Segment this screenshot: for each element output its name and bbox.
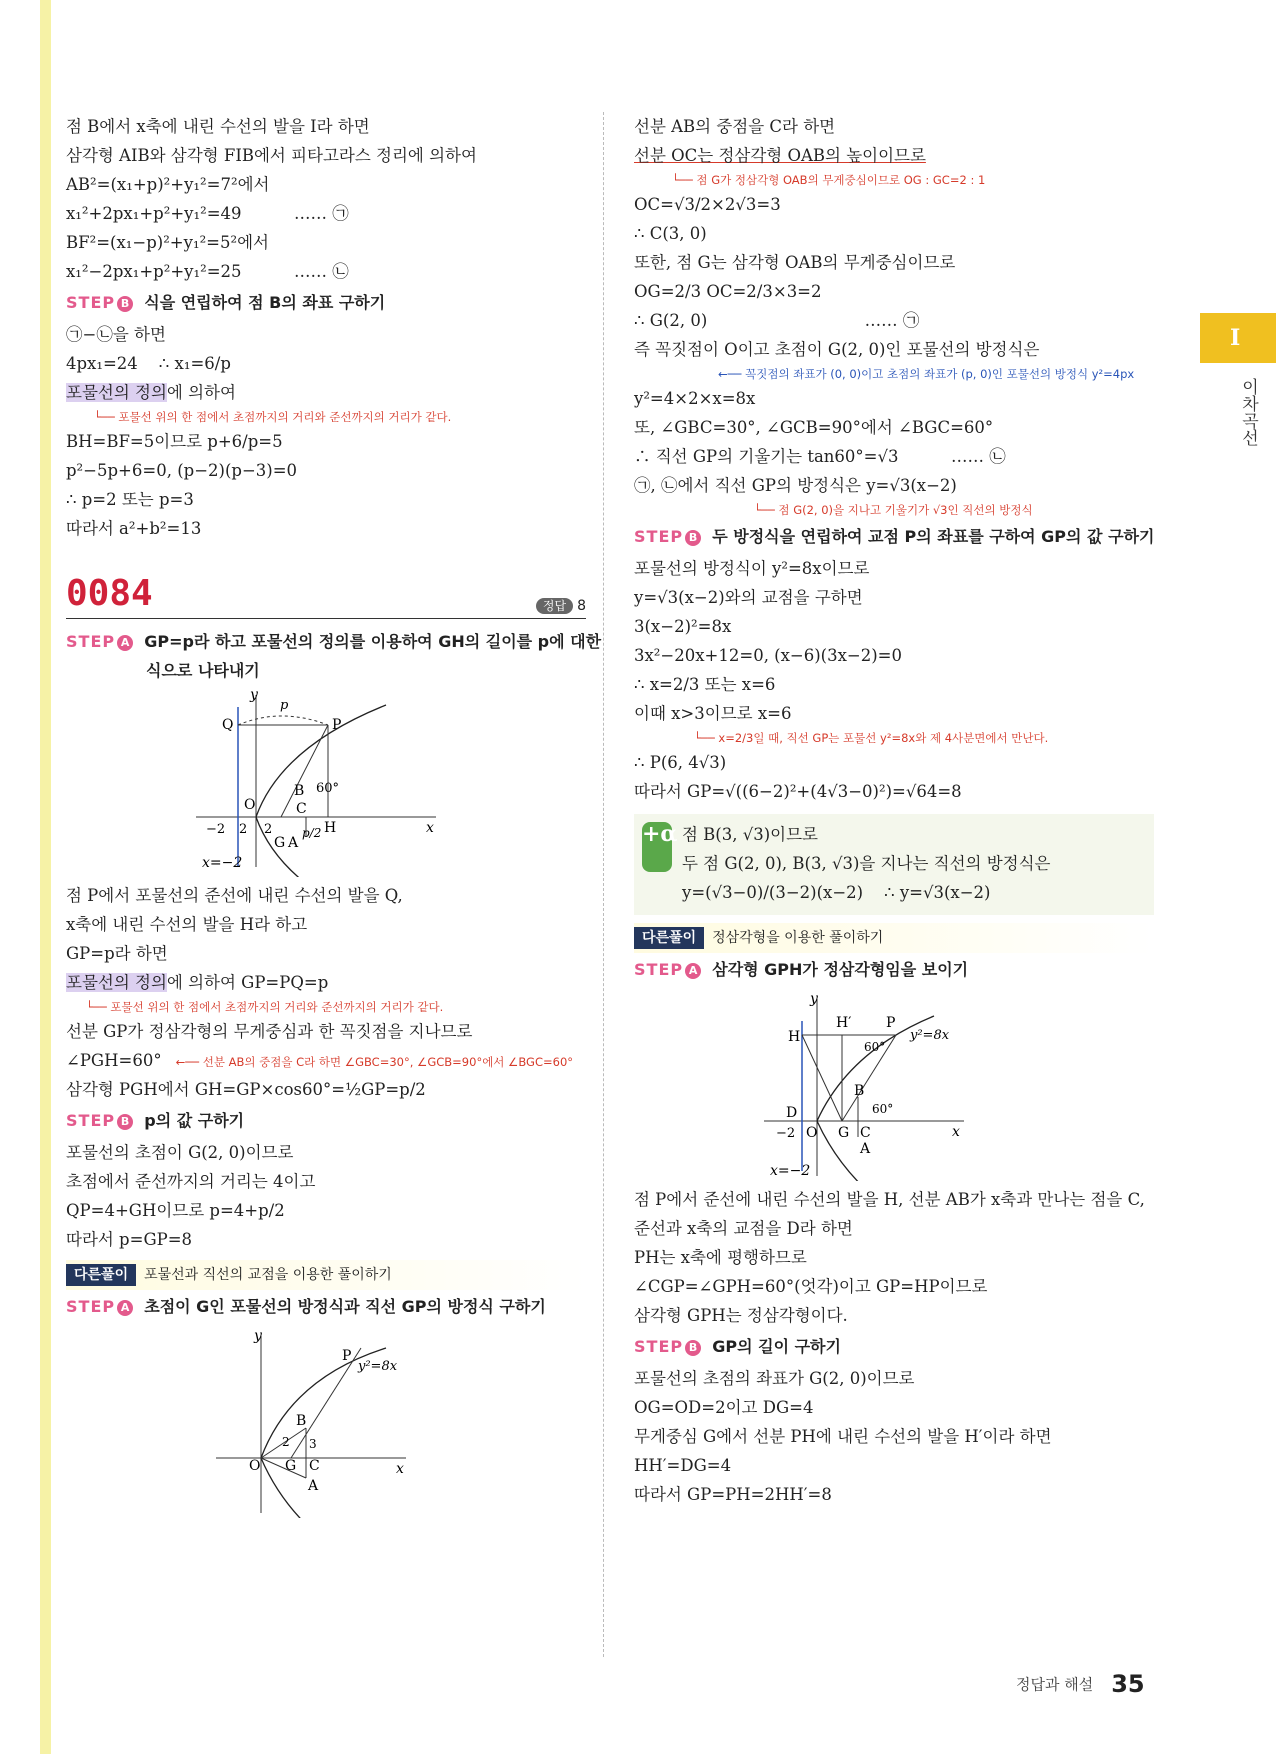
length-label: 3 <box>309 1437 317 1451</box>
alt-text: 정삼각형을 이용한 풀이하기 <box>712 930 884 946</box>
point-label-p: P <box>886 1015 896 1031</box>
step-title: 식을 연립하여 점 B의 좌표 구하기 <box>144 293 386 312</box>
plus-alpha-box <box>634 814 1154 915</box>
point-label-g: G <box>274 835 286 851</box>
text-span: 에 의하여 <box>166 383 236 402</box>
text-line: 즉 꼭짓점이 O이고 초점이 G(2, 0)인 포물선의 방정식은 <box>634 340 1040 359</box>
point-label-d: D <box>786 1105 798 1121</box>
point-label-p: P <box>332 717 342 733</box>
annotation-note: └── 점 G가 정삼각형 OAB의 무게중심이므로 OG : GC=2 : 1 <box>672 173 986 187</box>
step-title: GP=p라 하고 포물선의 정의를 이용하여 GH의 길이를 p에 대한 <box>144 632 602 651</box>
step-letter: A <box>117 635 133 651</box>
text-line: OC=√3/2×2√3=3 <box>634 195 781 214</box>
axis-label-x: x <box>426 820 434 836</box>
alt-text: 포물선과 직선의 교점을 이용한 풀이하기 <box>144 1267 392 1283</box>
diagram-parabola-2 <box>66 1328 586 1518</box>
directrix-label: x=−2 <box>770 1163 811 1179</box>
page-number: 35 <box>1111 1670 1145 1698</box>
text-line: ㉠−㉡을 하면 <box>66 325 166 344</box>
text-line: 점 P에서 포물선의 준선에 내린 수선의 발을 Q, <box>66 886 403 905</box>
angle-label: 60° <box>864 1040 886 1054</box>
diagram-parabola-3 <box>634 991 1154 1181</box>
point-label-g: G <box>285 1458 297 1474</box>
point-label-a: A <box>860 1141 871 1157</box>
step-heading <box>66 1290 586 1324</box>
tick-label: −2 <box>206 822 226 837</box>
axis-label-x: x <box>396 1461 404 1477</box>
step-letter: A <box>117 1300 133 1316</box>
step-heading <box>66 286 586 320</box>
text-line: 4px₁=24 ∴ x₁=6/p <box>66 354 231 373</box>
step-title-cont: 식으로 나타내기 <box>146 661 260 680</box>
tick-label: −2 <box>776 1126 796 1141</box>
step-letter: B <box>117 1114 133 1130</box>
text-line: x축에 내린 수선의 발을 H라 하고 <box>66 915 308 934</box>
text-span: ∠PGH=60° <box>66 1051 162 1070</box>
annotation-note: └── x=2/3일 때, 직선 GP는 포물선 y²=8x와 제 4사분면에서 만난다. <box>694 731 1049 745</box>
axis-label-y: y <box>810 991 818 1007</box>
text-line: HH′=DG=4 <box>634 1456 732 1475</box>
point-label-b: B <box>296 1413 307 1429</box>
text-span: 에 의하여 GP=PQ=p <box>166 973 329 992</box>
step-letter: B <box>685 1340 701 1356</box>
axis-label-x: x <box>952 1124 960 1140</box>
text-line: 선분 AB의 중점을 C라 하면 <box>634 117 836 136</box>
text-line: 포물선의 방정식이 y²=8x이므로 <box>634 559 870 578</box>
left-intro <box>66 112 586 286</box>
answer-badge: 정답 <box>536 598 573 614</box>
column-divider <box>603 112 604 1657</box>
text-line: ∴ G(2, 0) …… ㉠ <box>634 311 920 330</box>
tick-label: 2 <box>239 822 248 837</box>
chapter-title: 이차곡선 <box>1238 378 1258 446</box>
text-line: 따라서 GP=√((6−2)²+(4√3−0)²)=√64=8 <box>634 782 962 801</box>
axis-label-y: y <box>254 1328 262 1344</box>
text-line: 선분 GP가 정삼각형의 무게중심과 한 꼭짓점을 지나므로 <box>66 1022 473 1041</box>
angle-line <box>66 1046 586 1075</box>
step-heading <box>66 625 602 659</box>
text-line: 또, ∠GBC=30°, ∠GCB=90°에서 ∠BGC=60° <box>634 418 994 437</box>
text-line: 삼각형 GPH는 정삼각형이다. <box>634 1306 848 1325</box>
text-line: ∴ x=2/3 또는 x=6 <box>634 675 776 694</box>
plus-alpha-icon: +α <box>642 822 672 872</box>
step-letter: A <box>685 963 701 979</box>
step-title: GP의 길이 구하기 <box>712 1337 841 1356</box>
text-line: 점 B(3, √3)이므로 <box>682 825 818 844</box>
footer-label: 정답과 해설 <box>1016 1675 1094 1694</box>
annotation-note: └── 점 G(2, 0)을 지나고 기울기가 √3인 직선의 방정식 <box>754 503 1033 517</box>
point-label-a: A <box>288 835 299 851</box>
step-tag: STEP <box>66 1111 116 1130</box>
text-line: ∴ p=2 또는 p=3 <box>66 490 194 509</box>
text-line: 포물선의 초점의 좌표가 G(2, 0)이므로 <box>634 1369 915 1388</box>
text-line: 점 P에서 준선에 내린 수선의 발을 H, 선분 AB가 x축과 만나는 점을 C, <box>634 1190 1145 1209</box>
text-line: p²−5p+6=0, (p−2)(p−3)=0 <box>66 461 298 480</box>
step-letter: B <box>117 296 133 312</box>
tick-label: 2 <box>264 822 273 837</box>
problem-number: 0084 <box>66 573 153 614</box>
text-line: 두 점 G(2, 0), B(3, √3)을 지나는 직선의 방정식은 <box>682 854 1051 873</box>
text-line: ∠CGP=∠GPH=60°(엇각)이고 GP=HP이므로 <box>634 1277 988 1296</box>
step-heading <box>634 520 1154 554</box>
step-title: 두 방정식을 연립하여 교점 P의 좌표를 구하여 GP의 값 구하기 <box>712 527 1155 546</box>
text-line: 초점에서 준선까지의 거리는 4이고 <box>66 1172 316 1191</box>
point-label-hprime: H′ <box>836 1015 852 1031</box>
axis-label-y: y <box>250 687 258 703</box>
text-line: y²=4×2×x=8x <box>634 389 756 408</box>
length-label-p: p <box>280 698 289 713</box>
diagram-parabola-1 <box>66 687 586 877</box>
answer-value: 8 <box>577 598 586 614</box>
left-column <box>66 112 602 1522</box>
point-label-a: A <box>308 1478 319 1494</box>
point-label-c: C <box>309 1458 320 1474</box>
step-tag: STEP <box>66 293 116 312</box>
point-label-h: H <box>788 1029 801 1045</box>
point-label-o: O <box>244 797 256 813</box>
step-heading <box>634 1330 1154 1364</box>
text-line: 점 B에서 x축에 내린 수선의 발을 I라 하면 <box>66 117 370 136</box>
page-footer <box>1016 1670 1145 1698</box>
point-label-o: O <box>249 1458 261 1474</box>
text-line: ㉠, ㉡에서 직선 GP의 방정식은 y=√3(x−2) <box>634 476 957 495</box>
annotation-note: ←── 꼭짓점의 좌표가 (0, 0)이고 초점의 좌표가 (p, 0)인 포물선의 방정식 y²=4px <box>718 367 1135 381</box>
point-label-h: H <box>324 820 337 836</box>
chapter-tab <box>1200 313 1276 363</box>
text-line: OG=2/3 OC=2/3×3=2 <box>634 282 822 301</box>
annotation-note: ←── 선분 AB의 중점을 C라 하면 ∠GBC=30°, ∠GCB=90°에서 ∠BGC=60° <box>175 1055 574 1069</box>
text-line: 준선과 x축의 교점을 D라 하면 <box>634 1219 853 1238</box>
text-line: 따라서 p=GP=8 <box>66 1230 193 1249</box>
step-title: p의 값 구하기 <box>144 1111 245 1130</box>
step-tag: STEP <box>634 1337 684 1356</box>
length-label: 2 <box>282 1435 290 1449</box>
curve-equation: y²=8x <box>910 1028 950 1043</box>
point-label-q: Q <box>222 717 234 733</box>
tick-label: p/2 <box>302 826 322 840</box>
highlight-term: 포물선의 정의 <box>66 383 167 402</box>
chapter-number: I <box>1230 325 1241 351</box>
text-line: ∴ C(3, 0) <box>634 224 707 243</box>
text-line: OG=OD=2이고 DG=4 <box>634 1398 814 1417</box>
step-tag: STEP <box>66 1297 116 1316</box>
highlight-term: 포물선의 정의 <box>66 973 167 992</box>
text-line: BF²=(x₁−p)²+y₁²=5²에서 <box>66 233 270 252</box>
point-label-o: O <box>806 1125 818 1141</box>
alt-badge: 다른풀이 <box>66 1264 136 1286</box>
text-line: 3x²−20x+12=0, (x−6)(3x−2)=0 <box>634 646 903 665</box>
text-line: 3(x−2)²=8x <box>634 617 732 636</box>
step-heading <box>634 953 1154 987</box>
problem-header <box>66 573 586 619</box>
left-margin-bar <box>40 0 51 1754</box>
step-tag: STEP <box>634 527 684 546</box>
text-line: y=(√3−0)/(3−2)(x−2) ∴ y=√3(x−2) <box>682 883 991 902</box>
text-line: ∴ P(6, 4√3) <box>634 753 727 772</box>
text-line: 무게중심 G에서 선분 PH에 내린 수선의 발을 H′이라 하면 <box>634 1427 1052 1446</box>
angle-label: 60° <box>316 781 340 796</box>
step-letter: B <box>685 530 701 546</box>
curve-equation: y²=8x <box>358 1359 398 1374</box>
definition-line <box>66 378 586 407</box>
annotation-note: └── 포물선 위의 한 점에서 초점까지의 거리와 준선까지의 거리가 같다. <box>86 1000 444 1014</box>
definition-line <box>66 968 586 997</box>
right-column <box>634 112 1154 1509</box>
text-line: 삼각형 AIB와 삼각형 FIB에서 피타고라스 정리에 의하여 <box>66 146 477 165</box>
alt-badge: 다른풀이 <box>634 927 704 949</box>
alt-solution-header <box>66 1260 586 1290</box>
text-line: 따라서 GP=PH=2HH′=8 <box>634 1485 832 1504</box>
text-line: 따라서 a²+b²=13 <box>66 519 202 538</box>
text-line: 또한, 점 G는 삼각형 OAB의 무게중심이므로 <box>634 253 956 272</box>
point-label-b: B <box>854 1083 865 1099</box>
step-tag: STEP <box>66 632 116 651</box>
text-line: QP=4+GH이므로 p=4+p/2 <box>66 1201 285 1220</box>
text-line: x₁²−2px₁+p²+y₁²=25 …… ㉡ <box>66 262 349 281</box>
text-line: 선분 OC는 정삼각형 OAB의 높이이므로 <box>634 146 926 165</box>
step-tag: STEP <box>634 960 684 979</box>
text-line: 포물선의 초점이 G(2, 0)이므로 <box>66 1143 294 1162</box>
step-heading <box>66 1104 586 1138</box>
step-title: 초점이 G인 포물선의 방정식과 직선 GP의 방정식 구하기 <box>144 1297 546 1316</box>
point-label-c: C <box>860 1125 871 1141</box>
alt-solution-header <box>634 923 1154 953</box>
step-title: 삼각형 GPH가 정삼각형임을 보이기 <box>712 960 969 979</box>
annotation-note: └── 포물선 위의 한 점에서 초점까지의 거리와 준선까지의 거리가 같다. <box>94 410 452 424</box>
text-line: ∴ 직선 GP의 기울기는 tan60°=√3 …… ㉡ <box>634 447 1006 466</box>
point-label-p: P <box>342 1348 352 1364</box>
text-line: AB²=(x₁+p)²+y₁²=7²에서 <box>66 175 270 194</box>
point-label-c: C <box>296 801 307 817</box>
text-line: 삼각형 PGH에서 GH=GP×cos60°=½GP=p/2 <box>66 1080 426 1099</box>
text-line: 이때 x>3이므로 x=6 <box>634 704 792 723</box>
text-line: y=√3(x−2)와의 교점을 구하면 <box>634 588 863 607</box>
answer <box>536 597 586 614</box>
angle-label: 60° <box>872 1102 894 1116</box>
point-label-b: B <box>294 783 305 799</box>
directrix-label: x=−2 <box>202 855 243 871</box>
text-line: GP=p라 하면 <box>66 944 168 963</box>
point-label-g: G <box>838 1125 850 1141</box>
text-line: x₁²+2px₁+p²+y₁²=49 …… ㉠ <box>66 204 349 223</box>
text-line: BH=BF=5이므로 p+6/p=5 <box>66 432 283 451</box>
text-line: PH는 x축에 평행하므로 <box>634 1248 807 1267</box>
